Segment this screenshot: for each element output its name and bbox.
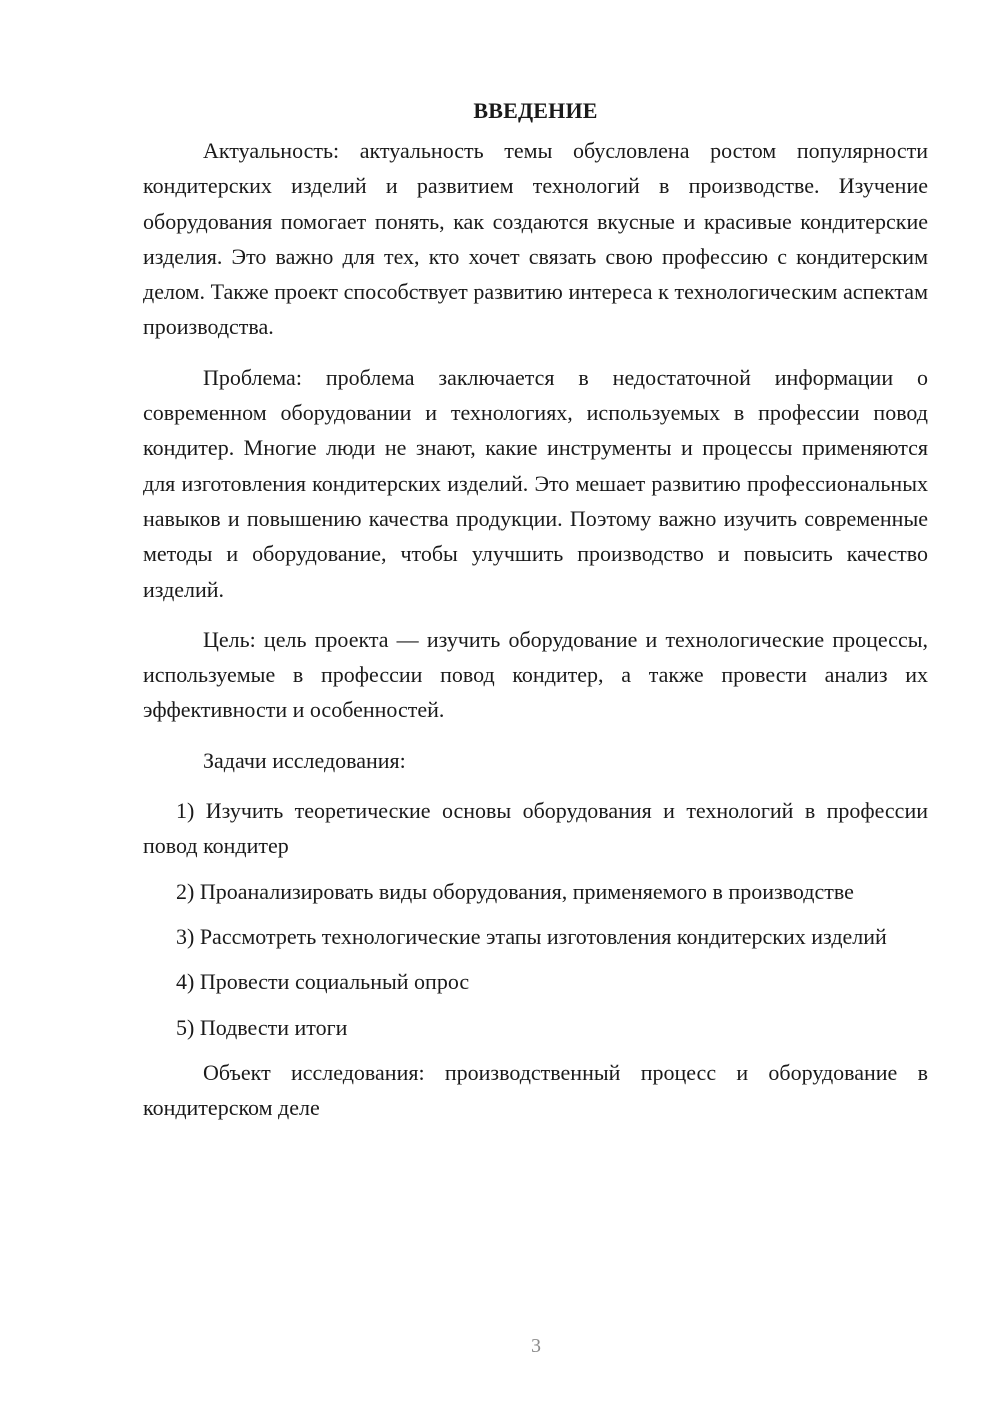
goal-paragraph: Цель: цель проекта — изучить оборудование и технологические процессы, используемые в профессии повод кондитер, а также провести анализ их эффективности и особенностей. <box>143 626 928 723</box>
relevance-paragraph: Актуальность: актуальность темы обусловлена ростом популярности кондитерских изделий и развитием технологий в производстве. Изучение оборудования помогает понять, как создаются вкусные и красивые кондитерские изделия. Это важно для тех, кто хочет связать свою профессию с кондитерским делом. Также проект способствует развитию интереса к технологическим аспектам производства. <box>143 138 928 340</box>
task-item-4: 4) Провести социальный опрос <box>176 969 470 995</box>
page-number: 3 <box>531 1335 541 1357</box>
task-item-5: 5) Подвести итоги <box>176 1014 348 1040</box>
page-content <box>143 96 928 1125</box>
problem-paragraph: Проблема: проблема заключается в недостаточной информации о современном оборудовании и технологиях, используемых в профессии повод кондитер. Многие люди не знают, какие инструменты и процессы применяются для изготовления кондитерских изделий. Это мешает развитию профессиональных навыков и повышению качества продукции. Поэтому важно изучить современные методы и оборудование, чтобы улучшить производство и повысить качество изделий. <box>143 364 928 602</box>
tasks-title: Задачи исследования: <box>203 747 406 773</box>
task-item-2: 2) Проанализировать виды оборудования, применяемого в производстве <box>176 878 854 904</box>
object-paragraph: Объект исследования: производственный процесс и оборудование в кондитерском деле <box>143 1059 928 1121</box>
page-title: ВВЕДЕНИЕ <box>473 98 598 123</box>
task-item-3: 3) Рассмотреть технологические этапы изготовления кондитерских изделий <box>176 923 887 949</box>
task-item-1: 1) Изучить теоретические основы оборудования и технологий в профессии повод кондитер <box>143 798 928 859</box>
